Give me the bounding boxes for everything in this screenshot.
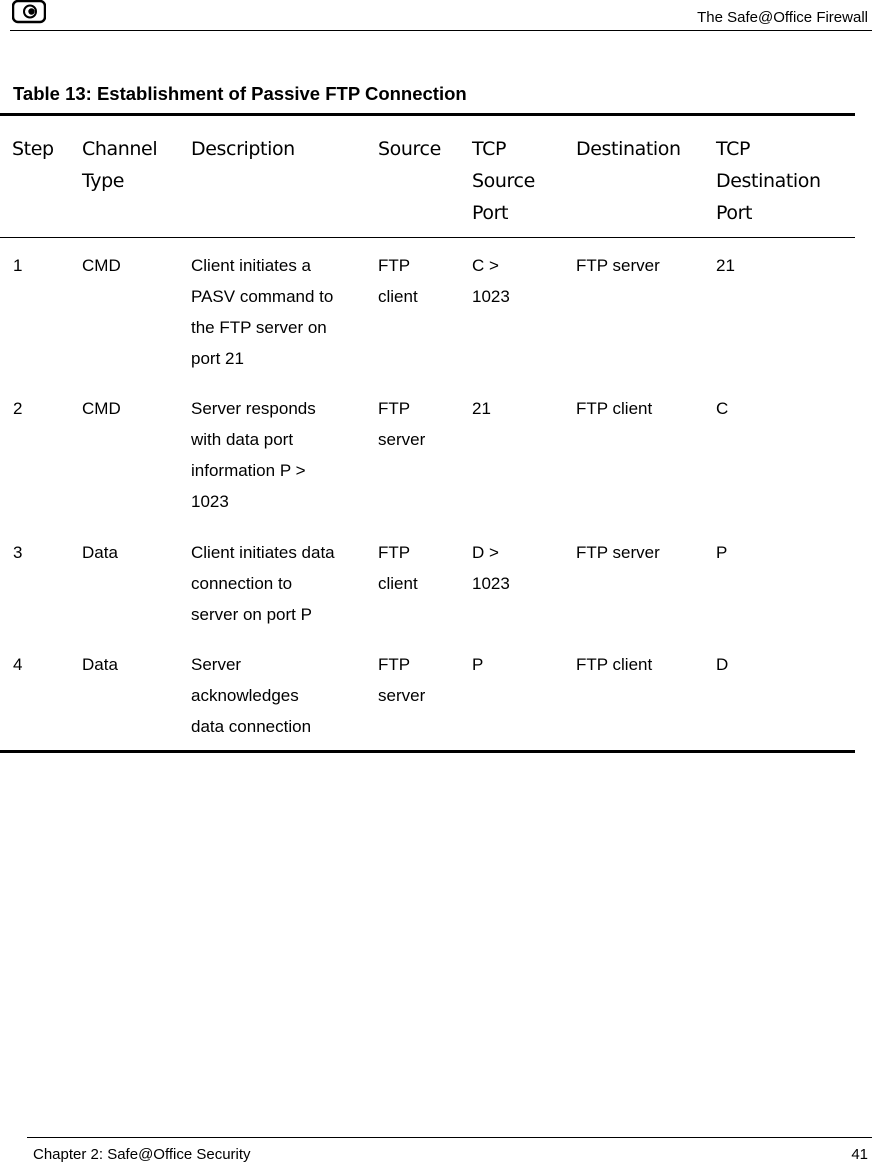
table-header-rule — [0, 237, 855, 238]
cell-tcp-source-port: C > 1023 — [472, 256, 510, 306]
cell-destination: FTP server — [576, 543, 660, 562]
column-header-description: Description — [191, 138, 295, 160]
column-header-channel-type: Channel Type — [82, 138, 158, 192]
cell-channel-type: Data — [82, 655, 118, 674]
table-title: Table 13: Establishment of Passive FTP Connection — [13, 83, 467, 104]
table-top-rule — [0, 113, 855, 116]
cell-description: Client initiates a PASV command to the FTP server on port 21 — [191, 256, 334, 368]
cell-tcp-destination-port: P — [716, 543, 728, 562]
cell-step: 3 — [13, 543, 23, 562]
column-header-destination: Destination — [576, 138, 681, 160]
cell-tcp-source-port: P — [472, 655, 484, 674]
eye-logo-icon — [12, 0, 46, 24]
footer-divider — [27, 1137, 872, 1138]
cell-tcp-source-port: 21 — [472, 399, 491, 418]
page-number: 41 — [851, 1146, 868, 1163]
cell-description: Client initiates data connection to server on port P — [191, 543, 335, 624]
column-header-source: Source — [378, 138, 441, 160]
cell-tcp-destination-port: 21 — [716, 256, 735, 275]
footer-chapter: Chapter 2: Safe@Office Security — [33, 1146, 251, 1163]
cell-description: Server responds with data port information P > 1023 — [191, 399, 316, 511]
column-header-step: Step — [12, 138, 54, 160]
header-divider — [10, 30, 872, 31]
cell-step: 4 — [13, 655, 23, 674]
cell-step: 1 — [13, 256, 23, 275]
column-header-tcp-source-port: TCP Source Port — [472, 138, 535, 224]
cell-tcp-source-port: D > 1023 — [472, 543, 510, 593]
cell-tcp-destination-port: C — [716, 399, 729, 418]
cell-destination: FTP server — [576, 256, 660, 275]
cell-channel-type: CMD — [82, 399, 121, 418]
cell-destination: FTP client — [576, 399, 653, 418]
table-bottom-rule — [0, 750, 855, 753]
cell-tcp-destination-port: D — [716, 655, 729, 674]
cell-source: FTP server — [378, 399, 426, 449]
running-header-title: The Safe@Office Firewall — [697, 9, 868, 26]
cell-channel-type: Data — [82, 543, 118, 562]
cell-source: FTP client — [378, 256, 418, 306]
cell-source: FTP server — [378, 655, 426, 705]
column-header-tcp-destination-port: TCP Destination Port — [716, 138, 821, 224]
cell-description: Server acknowledges data connection — [191, 655, 312, 736]
cell-channel-type: CMD — [82, 256, 121, 275]
cell-step: 2 — [13, 399, 23, 418]
cell-source: FTP client — [378, 543, 418, 593]
cell-destination: FTP client — [576, 655, 653, 674]
